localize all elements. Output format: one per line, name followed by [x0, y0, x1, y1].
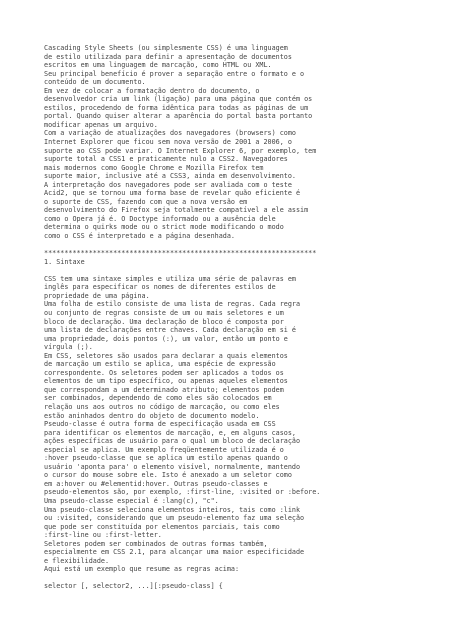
document-text: Cascading Style Sheets (ou simplesmente CSS) é uma linguagem de estilo utilizada para definir a apresentação de documentos escritos em uma linguagem de marcação, como HTML ou XML. Seu principal benefício é prover a separação entre o formato e o conteúdo de um documento. Em vez de colocar a formatação dentro do documento, o desenvolvedor cria um link (ligação) para uma página que contém os estilos, procedendo de forma idêntica para todas as páginas de um portal. Quando quiser alterar a aparência do portal basta portanto modificar apenas um arquivo. Com a variação de atualizações dos navegadores (browsers) como Internet Explorer que ficou sem nova versão de 2001 a 2006, o suporte ao CSS pode variar. O Internet Explorer 6, por exemplo, tem suporte total a CSS1 e praticamente nulo a CSS2. Navegadores mais modernos como Google Chrome e Mozilla Firefox tem suporte maior, inclusive até a CSS3, ainda em desenvolvimento. A interpretação dos navegadores pode ser avaliada com o teste Acid2, que se tornou uma forma base de revelar quão eficiente é o suporte de CSS, fazendo com que a nova versão em desenvolvimento do Firefox seja totalmente compatível a ele assim como o Opera já é. O Doctype informado ou a ausência dele determina o quirks mode ou o strict mode modificando o modo como o CSS é interpretado e a página desenhada. ******************************************************************* 1. Sintaxe CSS tem uma sintaxe simples e utiliza uma série de palavras em inglês para especificar os nomes de diferentes estilos de propriedade de uma página. Uma folha de estilo consiste de uma lista de regras. Cada regra ou conjunto de regras consiste de um ou mais seletores e um bloco de declaração. Uma declaração de bloco é composta por uma lista de declarações entre chaves. Cada declaração em si é uma propriedade, dois pontos (:), um valor, então um ponto e vírgula (;). Em CSS, seletores são usados para declarar a quais elementos de marcação um estilo se aplica, uma espécie de expressão correspondente. Os seletores podem ser aplicados a todos os elementos de um tipo específico, ou apenas aqueles elementos que correspondam a um determinado atributo; elementos podem ser combinados, dependendo de como eles são colocados em relação uns aos outros no código de marcação, ou como eles estão aninhados dentro do objeto de documento modelo. Pseudo-classe é outra forma de especificação usada em CSS para identificar os elementos de marcação, e, em alguns casos, ações específicas de usuário para o qual um bloco de declaração especial se aplica. Um exemplo freqüentemente utilizada é o :hover pseudo-classe que se aplica um estilo apenas quando o usuário 'aponta para' o elemento visível, normalmente, mantendo o cursor do mouse sobre ele. Isto é anexado a um seletor como em a:hover ou #elementid:hover. Outras pseudo-classes e pseudo-elementos são, por exemplo, :first-line, :visited or :before. Uma pseudo-classe especial é :lang(c), "c". Uma pseudo-classe seleciona elementos inteiros, tais como :link ou :visited, considerando que um pseudo-elemento faz uma seleção que pode ser constituída por elementos parciais, tais como :first-line ou :first-letter. Seletores podem ser combinados de outras formas também, especialmente em CSS 2.1, para alcançar uma maior especificidade e flexibilidade. Aqui está um exemplo que resume as regras acima: selector [, selector2, ...][:pseudo-class] {	[44, 44, 321, 591]
